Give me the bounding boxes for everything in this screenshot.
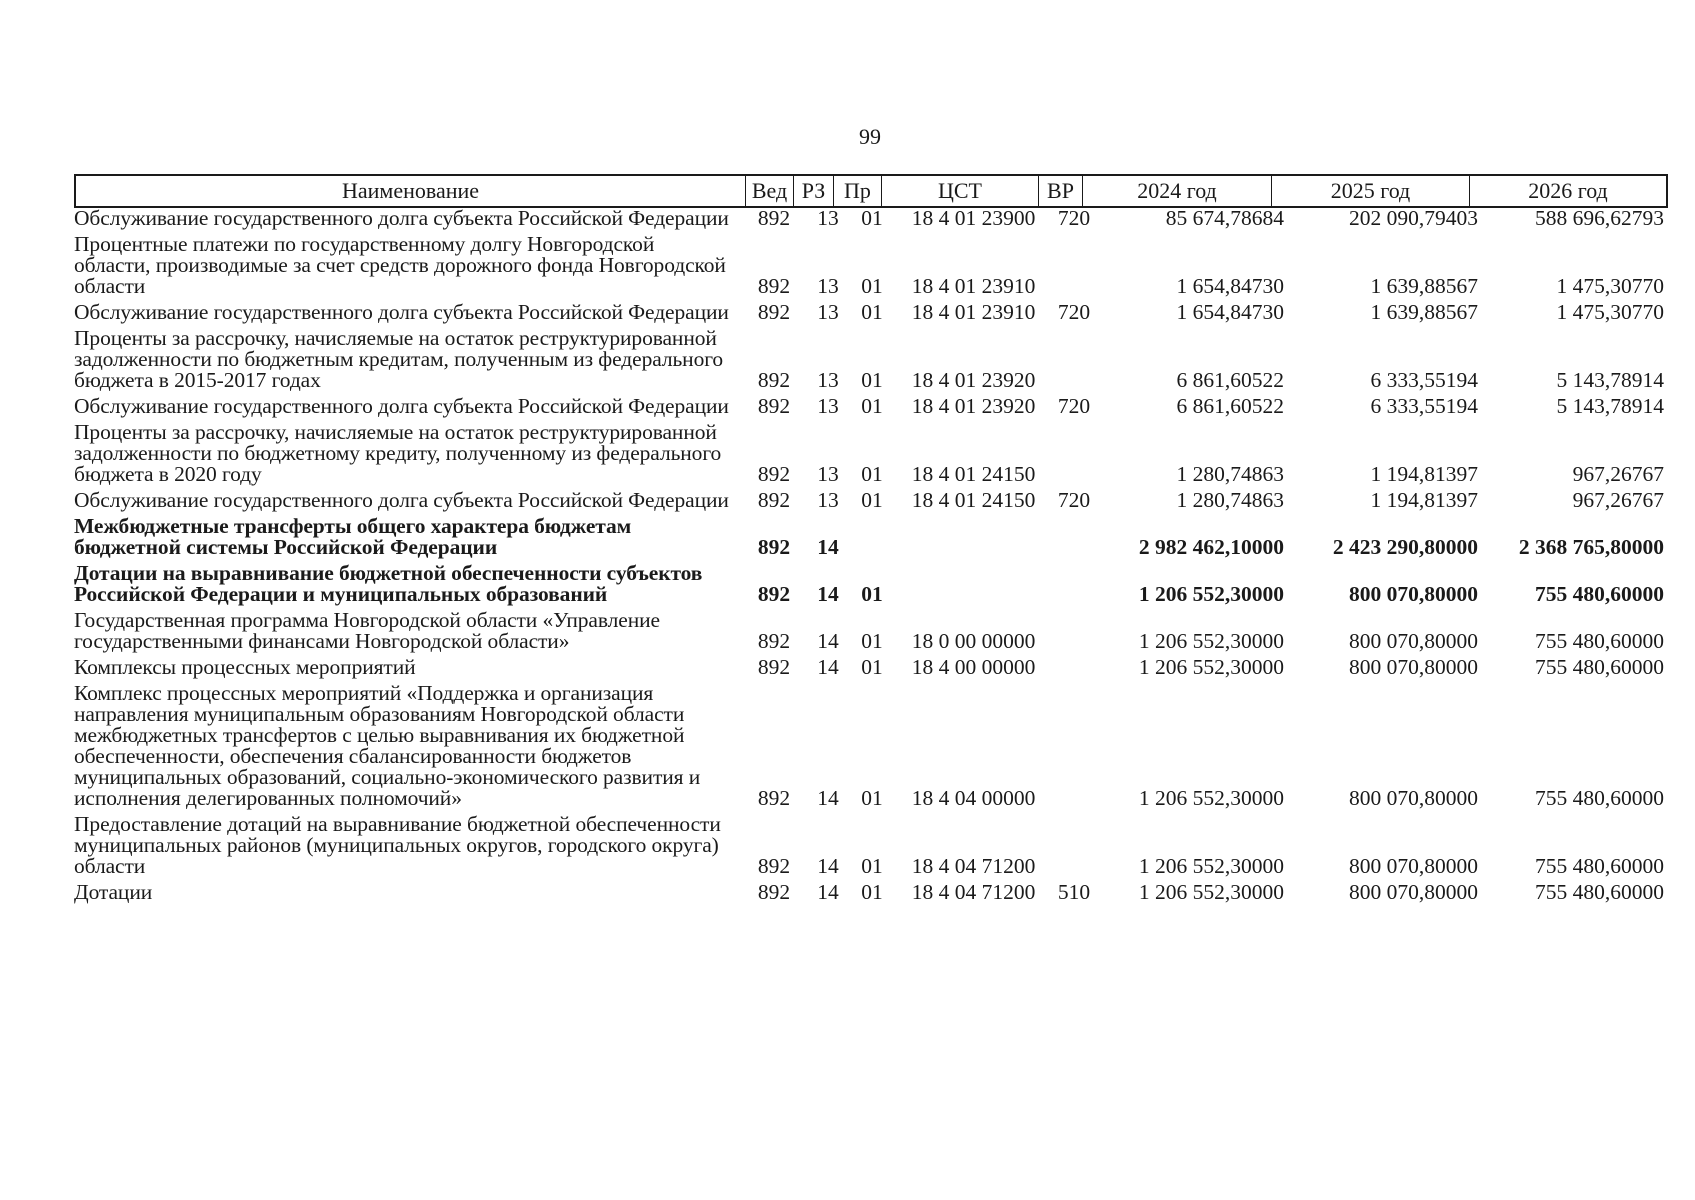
row-2025: 800 070,80000 bbox=[1349, 582, 1478, 606]
row-pr: 01 bbox=[861, 368, 883, 392]
table-row bbox=[74, 208, 1668, 234]
table-row bbox=[74, 422, 1668, 490]
header-2025: 2025 год bbox=[1272, 176, 1470, 206]
row-vr: 720 bbox=[1057, 206, 1091, 230]
row-cst: 18 4 01 23910 bbox=[911, 300, 1036, 324]
row-pr: 01 bbox=[861, 274, 883, 298]
row-rz: 14 bbox=[817, 629, 839, 653]
table-row bbox=[74, 234, 1668, 302]
row-2025: 1 639,88567 bbox=[1370, 274, 1478, 298]
row-2025: 800 070,80000 bbox=[1349, 629, 1478, 653]
table-row bbox=[74, 516, 1668, 563]
row-2026: 5 143,78914 bbox=[1556, 368, 1664, 392]
row-rz: 13 bbox=[817, 488, 839, 512]
row-rz: 14 bbox=[817, 655, 839, 679]
row-2024: 1 654,84730 bbox=[1176, 300, 1284, 324]
row-cst: 18 4 04 00000 bbox=[911, 786, 1036, 810]
row-vr: 510 bbox=[1057, 880, 1091, 904]
header-pr: Пр bbox=[834, 176, 882, 206]
row-cst: 18 0 00 00000 bbox=[911, 629, 1036, 653]
row-2025: 1 194,81397 bbox=[1370, 462, 1478, 486]
row-rz: 13 bbox=[817, 394, 839, 418]
row-2024: 1 280,74863 bbox=[1176, 488, 1284, 512]
header-rz: РЗ bbox=[794, 176, 834, 206]
row-2025: 202 090,79403 bbox=[1349, 206, 1478, 230]
row-ved: 892 bbox=[757, 535, 791, 559]
row-ved: 892 bbox=[757, 880, 791, 904]
row-rz: 14 bbox=[817, 786, 839, 810]
row-name: Государственная программа Новгородской области «Управление государственными финансами Новгородской области» bbox=[74, 608, 660, 653]
table-row bbox=[74, 563, 1668, 610]
row-2026: 588 696,62793 bbox=[1535, 206, 1664, 230]
row-pr: 01 bbox=[861, 880, 883, 904]
row-2026: 755 480,60000 bbox=[1535, 655, 1664, 679]
row-2024: 1 206 552,30000 bbox=[1138, 582, 1284, 606]
row-pr: 01 bbox=[861, 786, 883, 810]
row-rz: 14 bbox=[817, 854, 839, 878]
row-pr: 01 bbox=[861, 854, 883, 878]
row-ved: 892 bbox=[757, 629, 791, 653]
row-cst: 18 4 04 71200 bbox=[911, 854, 1036, 878]
row-pr: 01 bbox=[861, 629, 883, 653]
row-2025: 800 070,80000 bbox=[1349, 786, 1478, 810]
row-pr: 01 bbox=[861, 488, 883, 512]
row-cst: 18 4 01 24150 bbox=[911, 488, 1036, 512]
row-ved: 892 bbox=[757, 300, 791, 324]
table-header bbox=[74, 174, 1668, 208]
table-row bbox=[74, 610, 1668, 657]
row-rz: 14 bbox=[817, 582, 839, 606]
row-ved: 892 bbox=[757, 488, 791, 512]
row-2025: 1 639,88567 bbox=[1370, 300, 1478, 324]
row-name: Межбюджетные трансферты общего характера бюджетам бюджетной системы Российской Федерации bbox=[74, 514, 632, 559]
row-2024: 1 206 552,30000 bbox=[1138, 854, 1284, 878]
header-2024: 2024 год bbox=[1083, 176, 1272, 206]
row-vr: 720 bbox=[1057, 394, 1091, 418]
table-row bbox=[74, 490, 1668, 516]
row-2025: 800 070,80000 bbox=[1349, 854, 1478, 878]
row-2025: 6 333,55194 bbox=[1370, 368, 1478, 392]
table-row bbox=[74, 814, 1668, 882]
row-ved: 892 bbox=[757, 462, 791, 486]
row-name: Процентные платежи по государственному долгу Новгородской области, производимые за счет средств дорожного фонда Новгородской области bbox=[74, 232, 726, 298]
row-2026: 967,26767 bbox=[1572, 488, 1664, 512]
row-2026: 2 368 765,80000 bbox=[1518, 535, 1664, 559]
row-2024: 1 206 552,30000 bbox=[1138, 880, 1284, 904]
row-vr: 720 bbox=[1057, 488, 1091, 512]
row-2026: 755 480,60000 bbox=[1535, 629, 1664, 653]
row-2025: 6 333,55194 bbox=[1370, 394, 1478, 418]
row-ved: 892 bbox=[757, 582, 791, 606]
row-2024: 1 206 552,30000 bbox=[1138, 786, 1284, 810]
row-rz: 13 bbox=[817, 462, 839, 486]
row-2025: 800 070,80000 bbox=[1349, 880, 1478, 904]
row-2026: 5 143,78914 bbox=[1556, 394, 1664, 418]
table-row bbox=[74, 396, 1668, 422]
row-2024: 1 206 552,30000 bbox=[1138, 655, 1284, 679]
row-name: Обслуживание государственного долга субъекта Российской Федерации bbox=[74, 300, 729, 324]
row-2024: 85 674,78684 bbox=[1165, 206, 1284, 230]
row-2026: 755 480,60000 bbox=[1535, 786, 1664, 810]
row-name: Предоставление дотаций на выравнивание бюджетной обеспеченности муниципальных районов (муниципальных округов, городского округа) области bbox=[74, 812, 721, 878]
row-pr: 01 bbox=[861, 462, 883, 486]
header-vr: ВР bbox=[1039, 176, 1083, 206]
row-2024: 1 206 552,30000 bbox=[1138, 629, 1284, 653]
row-cst: 18 4 01 23920 bbox=[911, 394, 1036, 418]
row-cst: 18 4 01 24150 bbox=[911, 462, 1036, 486]
header-ved: Вед bbox=[746, 176, 794, 206]
row-2026: 967,26767 bbox=[1572, 462, 1664, 486]
row-2025: 2 423 290,80000 bbox=[1332, 535, 1478, 559]
row-2024: 6 861,60522 bbox=[1176, 368, 1284, 392]
row-name: Обслуживание государственного долга субъекта Российской Федерации bbox=[74, 488, 729, 512]
row-name: Проценты за рассрочку, начисляемые на остаток реструктурированной задолженности по бюджетным кредитам, полученным из федерального бюджета в 2015-2017 годах bbox=[74, 326, 724, 392]
table-row bbox=[74, 683, 1668, 814]
table-row bbox=[74, 657, 1668, 683]
row-pr: 01 bbox=[861, 394, 883, 418]
row-name: Проценты за рассрочку, начисляемые на остаток реструктурированной задолженности по бюджетному кредиту, полученному из федерального бюджета в 2020 году bbox=[74, 420, 722, 486]
row-cst: 18 4 01 23910 bbox=[911, 274, 1036, 298]
row-2026: 755 480,60000 bbox=[1535, 582, 1664, 606]
row-rz: 14 bbox=[817, 535, 839, 559]
row-ved: 892 bbox=[757, 368, 791, 392]
table-row bbox=[74, 882, 1668, 908]
row-2024: 1 654,84730 bbox=[1176, 274, 1284, 298]
row-2026: 1 475,30770 bbox=[1556, 274, 1664, 298]
row-cst: 18 4 04 71200 bbox=[911, 880, 1036, 904]
row-ved: 892 bbox=[757, 394, 791, 418]
header-cst: ЦСТ bbox=[882, 176, 1039, 206]
header-2026: 2026 год bbox=[1528, 178, 1608, 203]
row-ved: 892 bbox=[757, 786, 791, 810]
row-name: Дотации на выравнивание бюджетной обеспеченности субъектов Российской Федерации и муниципальных образований bbox=[74, 561, 703, 606]
row-cst: 18 4 01 23920 bbox=[911, 368, 1036, 392]
row-pr: 01 bbox=[861, 300, 883, 324]
row-pr: 01 bbox=[861, 206, 883, 230]
row-name: Комплексы процессных мероприятий bbox=[74, 655, 416, 679]
row-pr: 01 bbox=[861, 655, 883, 679]
row-ved: 892 bbox=[757, 854, 791, 878]
row-rz: 13 bbox=[817, 274, 839, 298]
row-2024: 2 982 462,10000 bbox=[1138, 535, 1284, 559]
row-name: Комплекс процессных мероприятий «Поддержка и организация направления муниципальным образованиям Новгородской области межбюджетных трансфертов с целью выравнивания их бюджетной обеспеченности, обеспечения сбалансированности бюджетов муниципальных образований, социально-экономического развития и исполнения делегированных полномочий» bbox=[74, 681, 701, 810]
row-name: Обслуживание государственного долга субъекта Российской Федерации bbox=[74, 206, 729, 230]
row-2026: 755 480,60000 bbox=[1535, 880, 1664, 904]
table-row bbox=[74, 302, 1668, 328]
row-name: Обслуживание государственного долга субъекта Российской Федерации bbox=[74, 394, 729, 418]
table-row bbox=[74, 328, 1668, 396]
row-vr: 720 bbox=[1057, 300, 1091, 324]
row-cst: 18 4 00 00000 bbox=[911, 655, 1036, 679]
row-cst: 18 4 01 23900 bbox=[911, 206, 1036, 230]
header-name: Наименование bbox=[76, 176, 746, 206]
row-ved: 892 bbox=[757, 274, 791, 298]
row-2024: 6 861,60522 bbox=[1176, 394, 1284, 418]
row-pr: 01 bbox=[861, 582, 883, 606]
row-2026: 1 475,30770 bbox=[1556, 300, 1664, 324]
row-name: Дотации bbox=[74, 880, 153, 904]
row-ved: 892 bbox=[757, 655, 791, 679]
row-2026: 755 480,60000 bbox=[1535, 854, 1664, 878]
row-ved: 892 bbox=[757, 206, 791, 230]
row-2024: 1 280,74863 bbox=[1176, 462, 1284, 486]
row-2025: 1 194,81397 bbox=[1370, 488, 1478, 512]
row-rz: 13 bbox=[817, 300, 839, 324]
page-number: 99 bbox=[859, 124, 881, 149]
row-rz: 14 bbox=[817, 880, 839, 904]
row-rz: 13 bbox=[817, 206, 839, 230]
table-body bbox=[74, 208, 1668, 908]
row-2025: 800 070,80000 bbox=[1349, 655, 1478, 679]
row-rz: 13 bbox=[817, 368, 839, 392]
